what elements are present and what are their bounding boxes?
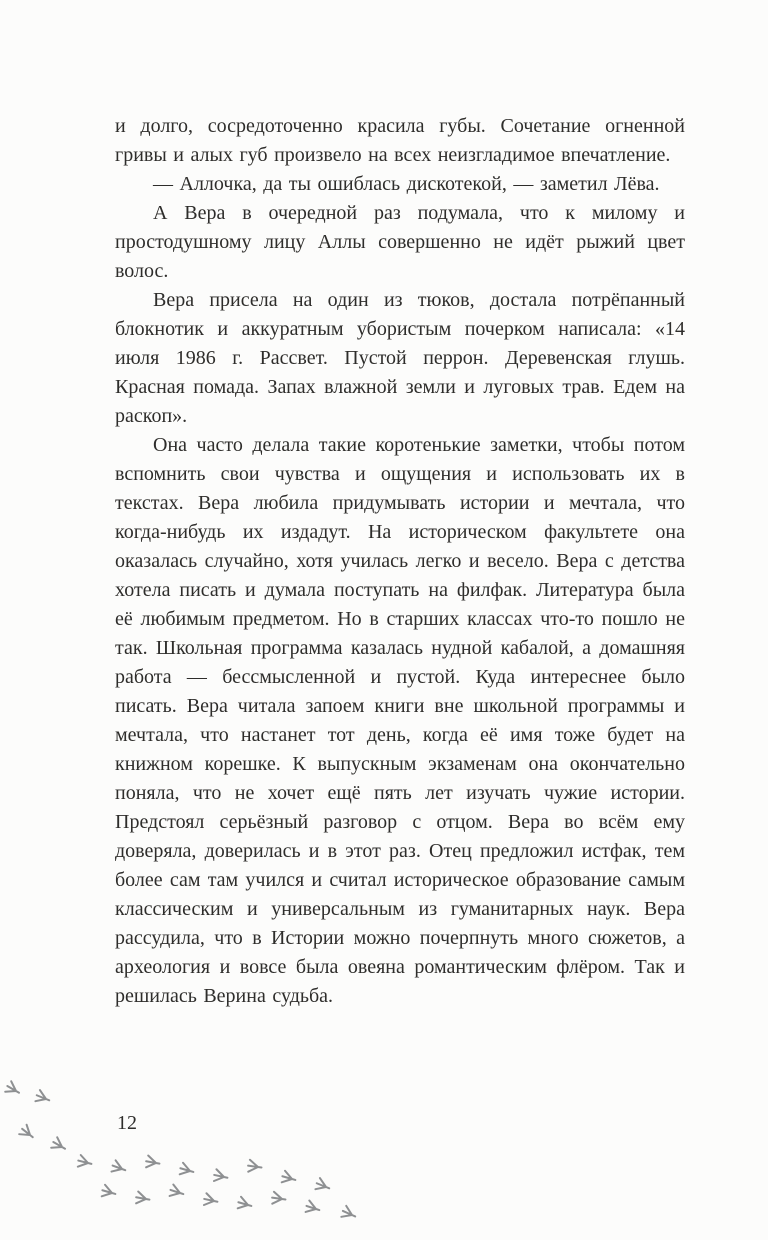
bird-tracks-group <box>4 1081 357 1222</box>
page-text <box>115 112 685 1011</box>
paragraph: Она часто делала такие коротенькие заметки, чтобы потом вспомнить свои чувства и ощущения и использовать их в текстах. Вера любила придумывать истории и мечтала, что когда-нибудь их издадут. На историческом факультете она оказалась случайно, хотя училась легко и весело. Вера с детства хотела писать и думала поступать на филфак. Литература была её любимым предметом. Но в старших классах что-то пошло не так. Школьная программа казалась нудной кабалой, а домашняя работа — бессмысленной и пустой. Куда интереснее было писать. Вера читала запоем книги вне школьной программы и мечтала, что настанет тот день, когда её имя тоже будет на книжном корешке. К выпускным экзаменам она окончательно поняла, что не хочет ещё пять лет изучать чужие истории. Предстоял серьёзный разговор с отцом. Вера во всём ему доверяла, доверилась и в этот раз. Отец предложил истфак, тем более сам там учился и считал историческое образование самым классическим и универсальным из гуманитарных наук. Вера рассудила, что в Истории можно почерпнуть много сюжетов, а археология и вовсе была овеяна романтическим флёром. Так и решилась Верина судьба. <box>115 434 685 1007</box>
paragraph: Вера присела на один из тюков, достала потрёпанный блокнотик и аккуратным убористым почерком написала: «14 июля 1986 г. Рассвет. Пустой перрон. Деревенская глушь. Красная помада. Запах влажной земли и луговых трав. Едем на раскоп». <box>115 289 685 427</box>
paragraph: — Аллочка, да ты ошиблась дискотекой, — заметил Лёва. <box>153 173 660 195</box>
paragraph: и долго, сосредоточенно красила губы. Сочетание огненной гривы и алых губ произвело на всех неизгладимое впечатление. <box>115 115 685 166</box>
page-number: 12 <box>117 1112 137 1134</box>
paragraph: А Вера в очередной раз подумала, что к милому и простодушному лицу Аллы совершенно не идёт рыжий цвет волос. <box>115 202 685 282</box>
bird-tracks-icon <box>0 1075 400 1240</box>
